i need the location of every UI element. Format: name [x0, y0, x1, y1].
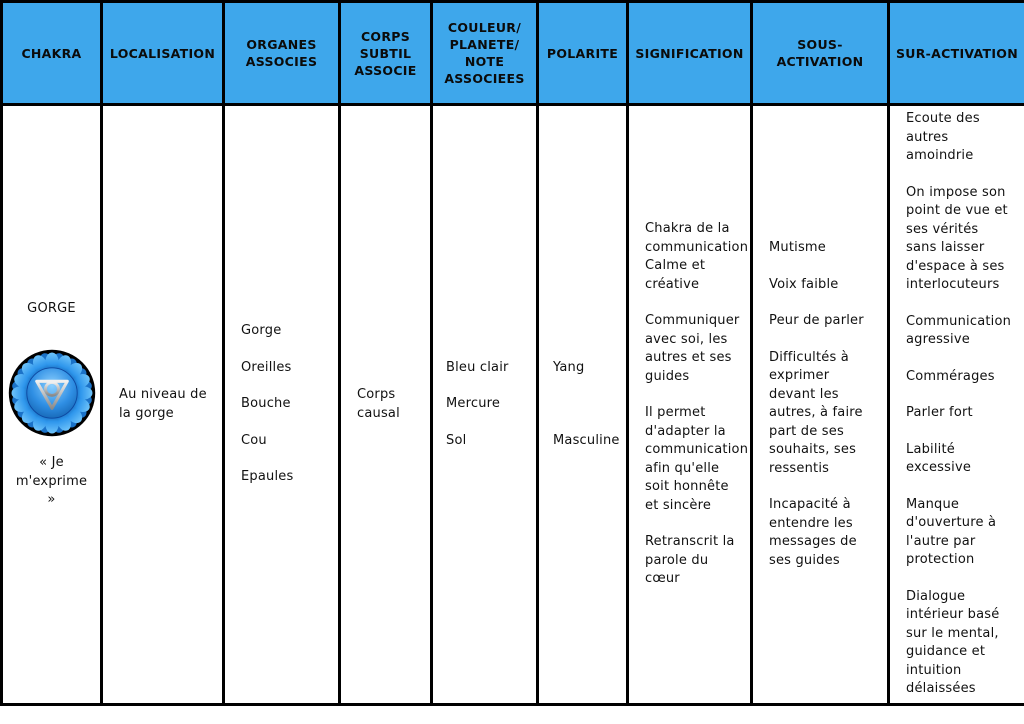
header-line: COULEUR/ — [447, 20, 522, 35]
text-paragraph: Peur de parler — [769, 313, 864, 328]
text-paragraph: Corps causal — [357, 387, 400, 421]
column-header-corps-subtil — [340, 2, 432, 105]
text-paragraph: Gorge — [241, 323, 282, 339]
text-paragraph: Labilité excessive — [906, 441, 972, 476]
table-row — [2, 105, 1024, 705]
cell-polarite — [538, 105, 628, 705]
column-header-couleur-planete-note — [432, 2, 538, 105]
header-line: SIGNIFICATION — [635, 45, 744, 61]
cell-couleur-planete-note — [432, 105, 538, 705]
header-line: ASSOCIE — [354, 62, 417, 78]
text-paragraph: Cou — [241, 432, 267, 448]
column-header-localisation — [102, 2, 224, 105]
text-paragraph: Parler fort — [906, 405, 973, 421]
text-paragraph: Difficultés à exprimer devant les autres, à faire part de ses souhaits, ses ressentis — [769, 349, 863, 476]
header-line: SOUS- — [797, 37, 843, 52]
column-header-signification — [628, 2, 752, 105]
header-line: NOTE — [464, 54, 505, 69]
text-paragraph: Epaules — [241, 469, 294, 485]
text-paragraph: Mercure — [446, 396, 501, 412]
header-line: ASSOCIES — [245, 54, 318, 69]
cell-corps-subtil — [340, 105, 432, 705]
header-line: PLANETE/ — [449, 37, 520, 52]
text-paragraph: Commérages — [906, 368, 995, 384]
text-paragraph: Manque d'ouverture à l'autre par protection — [906, 496, 997, 568]
header-line: POLARITE — [546, 45, 619, 61]
text-paragraph: Masculine — [553, 433, 620, 448]
cell-sur-activation — [889, 105, 1024, 705]
column-header-sur-activation — [889, 2, 1024, 105]
text-paragraph: Mutisme — [769, 240, 826, 255]
text-paragraph: Chakra de la communication Calme et créative — [645, 221, 749, 292]
text-paragraph: Retranscrit la parole du cœur — [645, 534, 735, 587]
text-paragraph: Sol — [446, 432, 467, 448]
header-line: SUR-ACTIVATION — [896, 45, 1018, 61]
header-line: ACTIVATION — [776, 54, 864, 69]
throat-chakra-icon — [7, 348, 97, 438]
text-paragraph: Dialogue intérieur basé sur le mental, guidance et intuition délaissées — [906, 588, 1000, 697]
text-paragraph: Il permet d'adapter la communication afin qu'elle soit honnête et sincère — [645, 405, 749, 513]
column-header-organes-associes — [224, 2, 340, 105]
text-paragraph: Bleu clair — [446, 359, 509, 375]
text-paragraph: Ecoute des autres amoindrie — [906, 111, 980, 164]
cell-sous-activation — [752, 105, 889, 705]
text-paragraph: Communiquer avec soi, les autres et ses guides — [645, 313, 740, 384]
header-line: SUBTIL — [359, 45, 412, 61]
text-paragraph: Au niveau de la gorge — [119, 387, 207, 421]
column-header-chakra — [2, 2, 102, 105]
cell-chakra — [2, 105, 102, 705]
text-paragraph: Voix faible — [769, 276, 839, 292]
text-paragraph: Bouche — [241, 396, 291, 412]
text-paragraph: Yang — [553, 359, 585, 375]
column-header-sous-activation — [752, 2, 889, 105]
cell-localisation — [102, 105, 224, 705]
header-line: CORPS — [360, 28, 411, 44]
text-paragraph: Communication agressive — [906, 313, 1012, 348]
header-line: ORGANES — [246, 37, 317, 52]
text-paragraph: Incapacité à entendre les messages de ses guides — [769, 497, 857, 568]
header-line: CHAKRA — [21, 45, 82, 61]
chakra-affirmation: « Je m'exprime » — [15, 455, 88, 507]
cell-organes-associes — [224, 105, 340, 705]
column-header-polarite — [538, 2, 628, 105]
chakra-name-label: GORGE — [27, 300, 76, 316]
text-paragraph: On impose son point de vue et ses vérités sans laisser d'espace à ses interlocuteurs — [906, 184, 1008, 293]
header-line: ASSOCIEES — [444, 71, 525, 86]
header-row — [2, 2, 1024, 105]
header-line: LOCALISATION — [109, 45, 216, 61]
text-paragraph: Oreilles — [241, 359, 292, 375]
cell-signification — [628, 105, 752, 705]
